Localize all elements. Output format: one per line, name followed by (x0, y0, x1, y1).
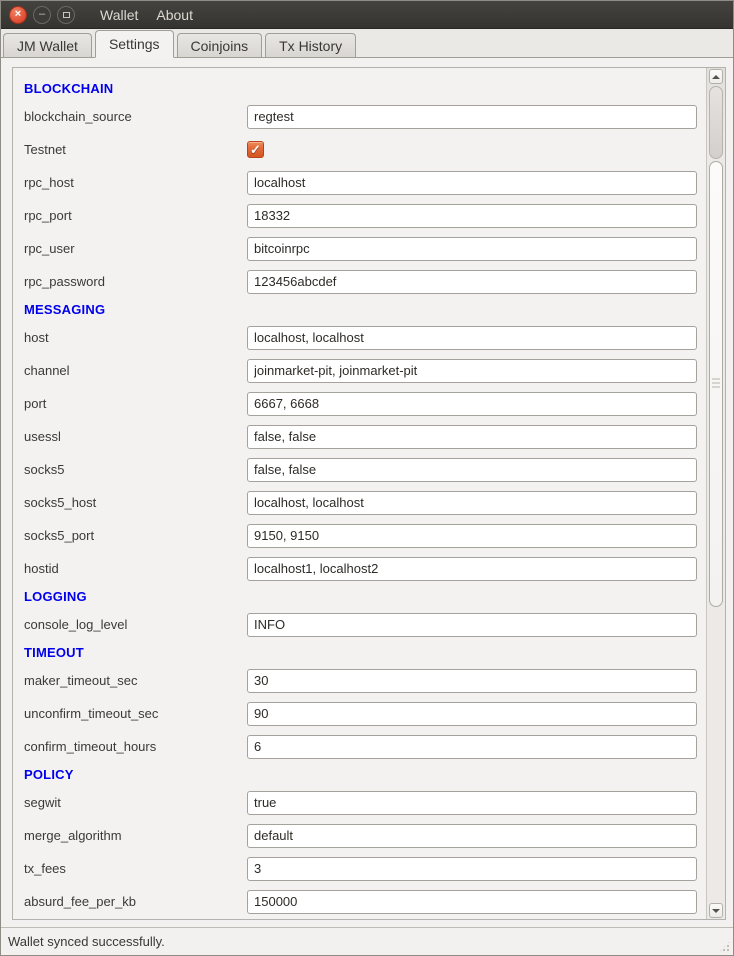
arrow-down-icon (712, 909, 720, 913)
section-header-timeout: TIMEOUT (24, 645, 84, 660)
section-header-messaging: MESSAGING (24, 302, 106, 317)
field-row-socks5-host (13, 486, 706, 519)
tab-bar (1, 29, 733, 58)
field-row-rpc-password (13, 265, 706, 298)
field-row-segwit (13, 786, 706, 819)
menubar (91, 3, 202, 27)
field-label: socks5_port (24, 528, 95, 543)
field-row-tx-fees (13, 852, 706, 885)
maker-timeout-sec-input[interactable] (247, 669, 697, 693)
field-label: channel (24, 363, 70, 378)
testnet-checkbox[interactable] (247, 141, 264, 158)
checkmark-icon: ✓ (250, 141, 261, 157)
settings-viewport (13, 68, 706, 919)
field-row-usessl (13, 420, 706, 453)
minimize-button[interactable] (33, 6, 51, 24)
minimize-icon: – (38, 8, 46, 20)
field-row-channel (13, 354, 706, 387)
absurd-fee-per-kb-input[interactable] (247, 890, 697, 914)
field-row-unconfirm-timeout-sec (13, 697, 706, 730)
scrollbar-track-segment[interactable] (709, 86, 723, 159)
resize-grip-icon[interactable] (718, 940, 731, 953)
scrollbar-thumb[interactable] (709, 161, 723, 607)
field-label: rpc_password (24, 274, 105, 289)
field-label: Testnet (24, 142, 66, 157)
field-label: rpc_host (24, 175, 74, 190)
confirm-timeout-hours-input[interactable] (247, 735, 697, 759)
section-header-logging: LOGGING (24, 589, 87, 604)
field-label: confirm_timeout_hours (24, 739, 157, 754)
field-label: blockchain_source (24, 109, 132, 124)
rpc-user-input[interactable] (247, 237, 697, 261)
field-label: host (24, 330, 49, 345)
scroll-down-button[interactable] (709, 903, 723, 918)
field-row-testnet (13, 133, 706, 166)
maximize-icon (63, 12, 70, 18)
tab-coinjoins[interactable]: Coinjoins (177, 33, 263, 57)
field-row-rpc-port (13, 199, 706, 232)
tx-fees-input[interactable] (247, 857, 697, 881)
field-row-socks5 (13, 453, 706, 486)
menu-wallet[interactable]: Wallet (100, 6, 139, 23)
host-input[interactable] (247, 326, 697, 350)
field-row-absurd-fee-per-kb (13, 885, 706, 918)
field-label: usessl (24, 429, 61, 444)
field-row-port (13, 387, 706, 420)
section-header-blockchain: BLOCKCHAIN (24, 81, 114, 96)
field-row-merge-algorithm (13, 819, 706, 852)
socks5-port-input[interactable] (247, 524, 697, 548)
field-label: absurd_fee_per_kb (24, 894, 137, 909)
console-log-level-input[interactable] (247, 613, 697, 637)
field-label: socks5_host (24, 495, 97, 510)
status-message: Wallet synced successfully. (8, 934, 165, 949)
field-row-maker-timeout-sec (13, 664, 706, 697)
segwit-input[interactable] (247, 791, 697, 815)
field-row-blockchain-source (13, 100, 706, 133)
channel-input[interactable] (247, 359, 697, 383)
menu-about[interactable]: About (156, 6, 193, 23)
field-row-host (13, 321, 706, 354)
field-row-hostid (13, 552, 706, 585)
field-label: hostid (24, 561, 59, 576)
field-row-socks5-port (13, 519, 706, 552)
section-header-policy: POLICY (24, 767, 74, 782)
maximize-button[interactable] (57, 6, 75, 24)
merge-algorithm-input[interactable] (247, 824, 697, 848)
socks5-input[interactable] (247, 458, 697, 482)
field-label: tx_fees (24, 861, 66, 876)
settings-scroll-area (12, 67, 726, 920)
rpc-password-input[interactable] (247, 270, 697, 294)
tab-settings[interactable]: Settings (95, 30, 174, 58)
rpc-port-input[interactable] (247, 204, 697, 228)
close-icon: × (14, 8, 22, 20)
tab-jm-wallet[interactable]: JM Wallet (3, 33, 92, 57)
titlebar (1, 1, 733, 29)
scroll-up-button[interactable] (709, 69, 723, 84)
field-row-console-log-level (13, 608, 706, 641)
status-bar (1, 927, 733, 955)
field-label: segwit (24, 795, 61, 810)
hostid-input[interactable] (247, 557, 697, 581)
field-row-rpc-host (13, 166, 706, 199)
rpc-host-input[interactable] (247, 171, 697, 195)
port-input[interactable] (247, 392, 697, 416)
socks5-host-input[interactable] (247, 491, 697, 515)
field-label: rpc_user (24, 241, 75, 256)
field-label: console_log_level (24, 617, 128, 632)
field-row-confirm-timeout-hours (13, 730, 706, 763)
close-button[interactable] (9, 6, 27, 24)
tab-tx-history[interactable]: Tx History (265, 33, 356, 57)
field-label: unconfirm_timeout_sec (24, 706, 159, 721)
settings-form (13, 68, 706, 919)
field-row-clipped (13, 918, 706, 919)
vertical-scrollbar[interactable] (706, 68, 725, 919)
usessl-input[interactable] (247, 425, 697, 449)
blockchain-source-input[interactable] (247, 105, 697, 129)
unconfirm-timeout-sec-input[interactable] (247, 702, 697, 726)
field-label: rpc_port (24, 208, 72, 223)
field-row-rpc-user (13, 232, 706, 265)
arrow-up-icon (712, 75, 720, 79)
field-label: maker_timeout_sec (24, 673, 138, 688)
field-label: port (24, 396, 47, 411)
settings-tab-pane (1, 58, 733, 927)
field-label: merge_algorithm (24, 828, 122, 843)
field-label: socks5 (24, 462, 65, 477)
